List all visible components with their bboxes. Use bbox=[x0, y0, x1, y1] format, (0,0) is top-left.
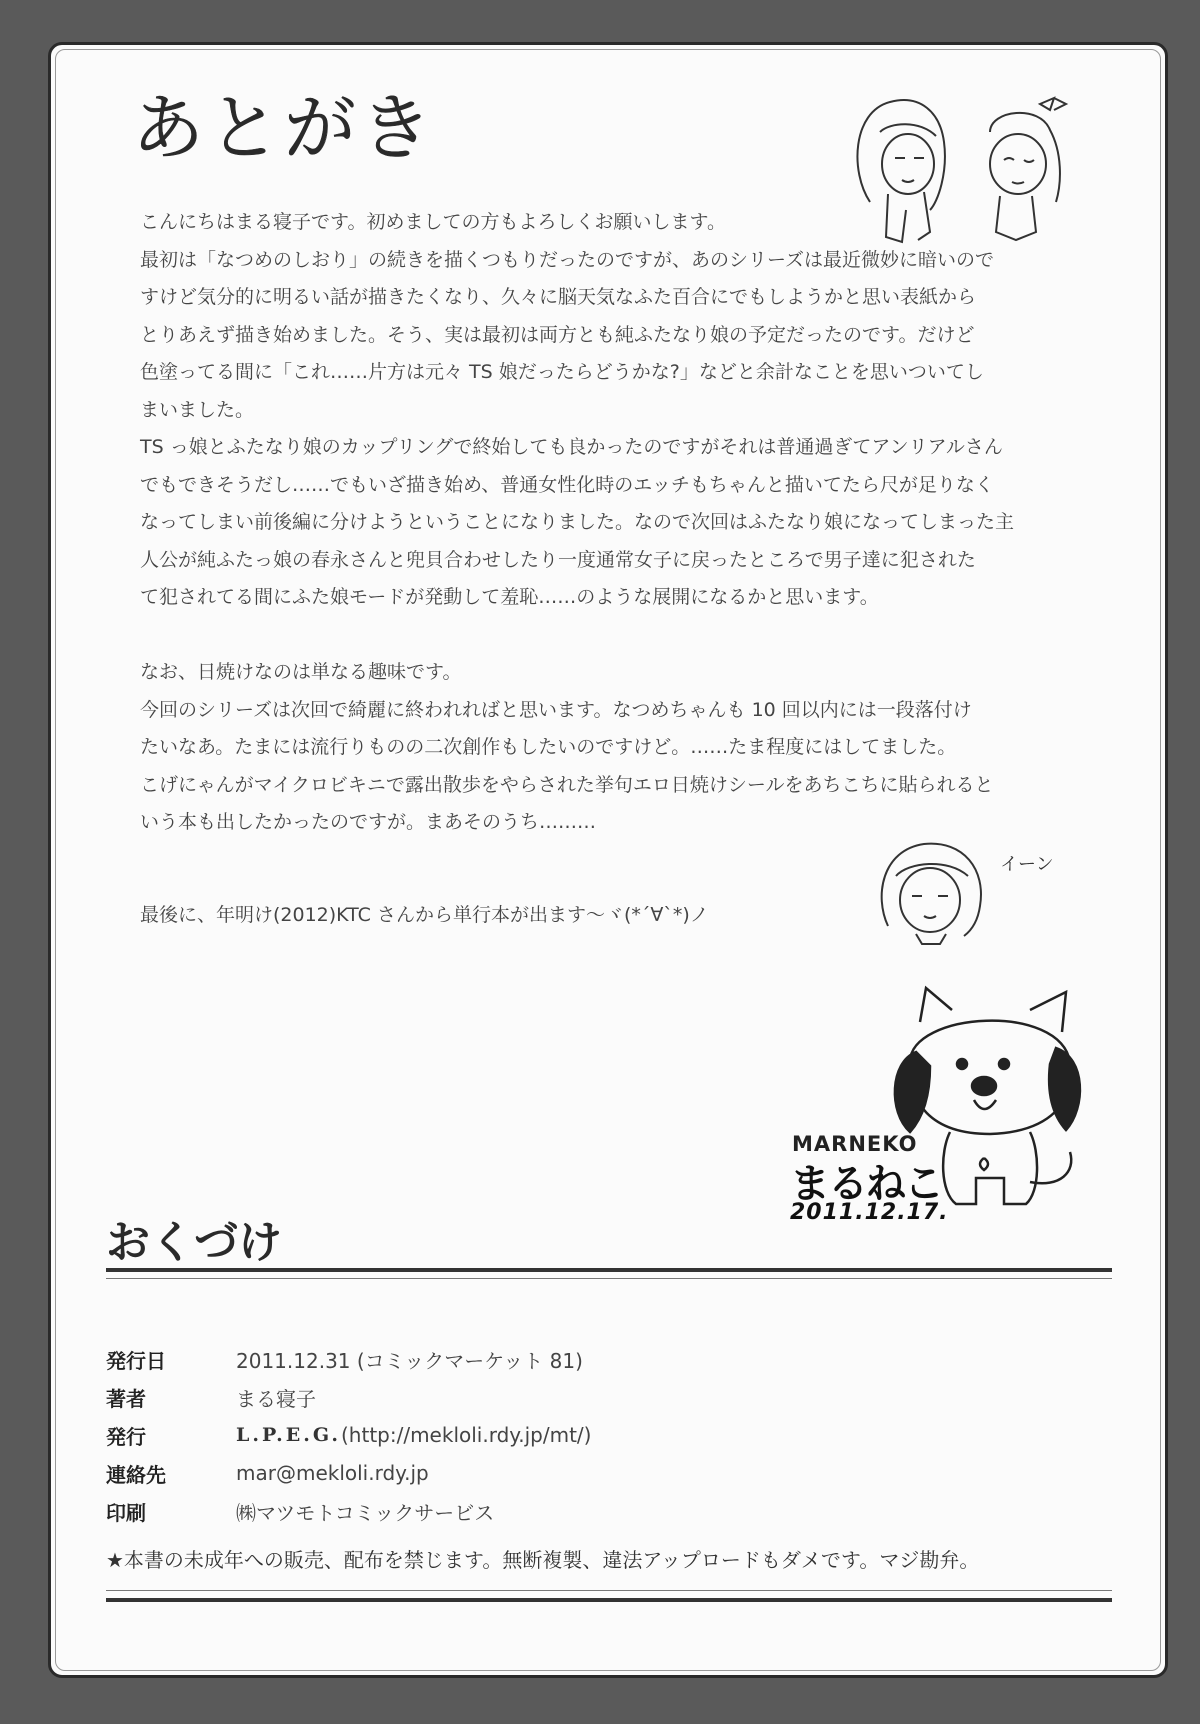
girls-sketch-illustration bbox=[840, 92, 1080, 252]
afterword-line: こげにゃんがマイクロビキニで露出散歩をやらされた挙句エロ日焼けシールをあちこちに貼られると bbox=[140, 773, 994, 796]
afterword-line: なってしまい前後編に分けようということになりました。なので次回はふたなり娘になってしまった主 bbox=[140, 511, 1015, 533]
afterword-line: まいました。 bbox=[140, 398, 255, 421]
colophon-row bbox=[106, 1340, 591, 1378]
colophon-label: 発行日 bbox=[106, 1348, 166, 1373]
afterword-line: でもできそうだし……でもいざ描き始め、普通女性化時のエッチもちゃんと描いてたら尺が足りなく bbox=[140, 473, 994, 496]
afterword-line: 人公が純ふたっ娘の春永さんと兜貝合わせしたり一度通常女子に戻ったところで男子達に犯された bbox=[140, 548, 976, 571]
colophon-row bbox=[106, 1378, 591, 1416]
afterword-line: 最初は「なつめのしおり」の続きを描くつもりだったのですが、あのシリーズは最近微妙に暗いので bbox=[140, 248, 995, 271]
colophon-label: 発行 bbox=[106, 1424, 146, 1449]
afterword-line: 色塗ってる間に「これ……片方は元々 TS 娘だったらどうかな?」などと余計なことを思いついてし bbox=[140, 361, 984, 383]
afterword-line: すけど気分的に明るい話が描きたくなり、久々に脳天気なふた百合にでもしようかと思い表紙から bbox=[140, 286, 977, 308]
afterword-body bbox=[140, 204, 1090, 842]
colophon-label: 連絡先 bbox=[106, 1462, 166, 1487]
legal-notice: ★本書の未成年への販売、配布を禁じます。無断複製、違法アップロードもダメです。マジ勘弁。 bbox=[106, 1548, 980, 1572]
colophon-row bbox=[106, 1454, 591, 1492]
colophon-value: まる寝子 bbox=[236, 1386, 316, 1411]
afterword-line: たいなあ。たまには流行りものの二次創作もしたいのですけど。……たま程度にはしてました。 bbox=[140, 736, 957, 758]
colophon-row bbox=[106, 1416, 591, 1454]
colophon-title: おくづけ bbox=[106, 1217, 282, 1268]
colophon-table bbox=[106, 1340, 591, 1530]
colophon-value: ㈱マツモトコミックサービス bbox=[236, 1500, 495, 1525]
girl-face-sketch bbox=[868, 836, 998, 946]
afterword-line: いう本も出したかったのですが。まあそのうち……… bbox=[140, 811, 597, 833]
colophon-value: 2011.12.31 (コミックマーケット 81) bbox=[236, 1348, 583, 1373]
signature-name-jp: まるねこ bbox=[790, 1161, 942, 1207]
colophon-row bbox=[106, 1492, 591, 1530]
signature-name-en: MARNEKO bbox=[792, 1132, 918, 1156]
afterword-title: あとがき bbox=[132, 86, 437, 170]
afterword-line: こんにちはまる寝子です。初めましての方もよろしくお願いします。 bbox=[140, 211, 726, 233]
afterword-line: TS っ娘とふたなり娘のカップリングで終始しても良かったのですがそれは普通過ぎてアンリアルさん bbox=[140, 436, 1003, 458]
colophon-bottom-thin-rule bbox=[106, 1590, 1112, 1591]
colophon-top-rule bbox=[106, 1268, 1112, 1272]
afterword-line: 今回のシリーズは次回で綺麗に終われればと思います。なつめちゃんも 10 回以内には一段落付け bbox=[140, 698, 972, 721]
colophon-label: 著者 bbox=[106, 1386, 146, 1411]
colophon-bottom-rule bbox=[106, 1598, 1112, 1602]
afterword-closing: 最後に、年明け(2012)KTC さんから単行本が出ます〜ヾ(*´∀`*)ノ bbox=[140, 904, 709, 926]
publisher-logo: L.P.E.G. bbox=[236, 1424, 341, 1446]
contact-email: mar@mekloli.rdy.jp bbox=[236, 1461, 429, 1485]
publisher-url: (http://mekloli.rdy.jp/mt/) bbox=[341, 1423, 592, 1447]
colophon-label: 印刷 bbox=[106, 1500, 146, 1525]
afterword-line: て犯されてる間にふた娘モードが発動して羞恥……のような展開になるかと思います。 bbox=[140, 586, 879, 608]
sketch-sound-note: イーン bbox=[1000, 854, 1054, 875]
afterword-line: とりあえず描き始めました。そう、実は最初は両方とも純ふたなり娘の予定だったのです。だけど bbox=[140, 323, 975, 346]
colophon-top-thin-rule bbox=[106, 1278, 1112, 1279]
afterword-line: なお、日焼けなのは単なる趣味です。 bbox=[140, 661, 462, 683]
signature-date: 2011.12.17. bbox=[790, 1200, 949, 1225]
